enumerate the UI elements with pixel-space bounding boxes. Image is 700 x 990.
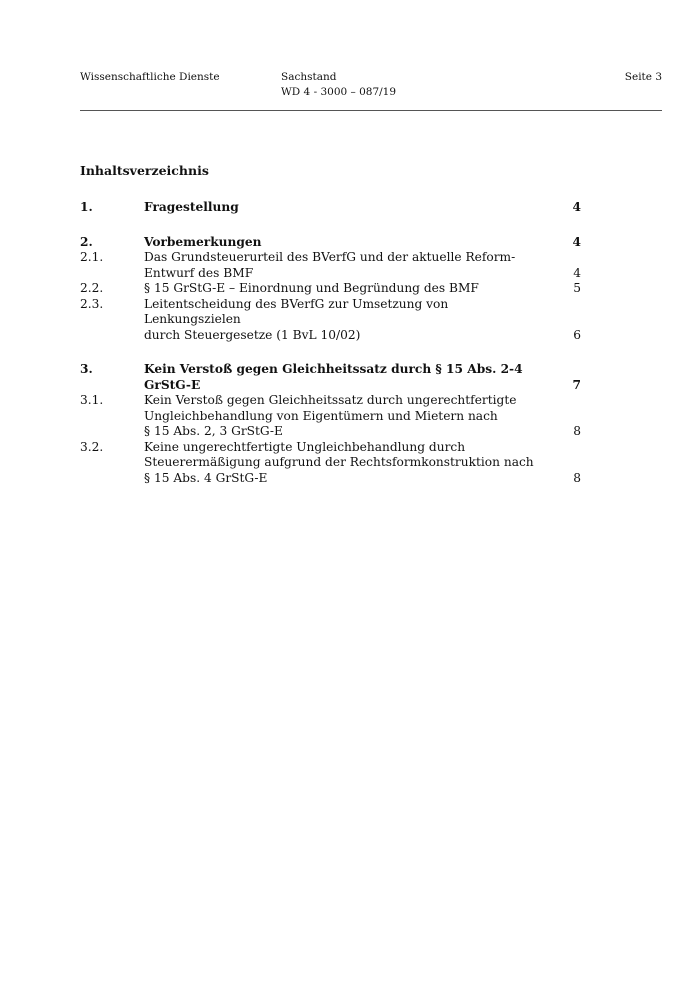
toc-entry-2-3[interactable] bbox=[80, 297, 581, 344]
toc-entry-page: 6 bbox=[573, 327, 581, 342]
table-of-contents bbox=[80, 200, 581, 486]
toc-title: Inhaltsverzeichnis bbox=[80, 163, 209, 178]
toc-entry-text bbox=[144, 235, 541, 251]
toc-entry-text bbox=[144, 200, 541, 216]
toc-entry-line: Ungleichbehandlung von Eigentümern und Mietern nach bbox=[144, 408, 498, 423]
toc-entry-line: § 15 Abs. 2, 3 GrStG-E bbox=[144, 424, 283, 438]
toc-entry-number: 2.1. bbox=[80, 250, 104, 264]
toc-entry-line: durch Steuergesetze (1 BvL 10/02) bbox=[144, 327, 361, 342]
toc-entry-line: Leitentscheidung des BVerfG zur Umsetzung von Lenkungszielen bbox=[144, 296, 449, 326]
toc-entry-number: 3. bbox=[80, 362, 93, 376]
toc-entry-page: 7 bbox=[572, 377, 581, 392]
toc-entry-line: Steuerermäßigung aufgrund der Rechtsformkonstruktion nach bbox=[144, 455, 534, 469]
toc-entry-3-1[interactable] bbox=[80, 393, 581, 440]
header-document-info bbox=[281, 70, 396, 100]
toc-entry-number: 3.1. bbox=[80, 393, 104, 407]
toc-entry-line: Keine ungerechtfertigte Ungleichbehandlung durch bbox=[144, 439, 466, 454]
toc-entry-3[interactable] bbox=[80, 362, 581, 393]
toc-entry-page: 8 bbox=[573, 424, 581, 438]
toc-entry-number: 2. bbox=[80, 234, 93, 249]
toc-entry-page: 8 bbox=[573, 470, 581, 485]
toc-entry-page: 4 bbox=[573, 265, 581, 280]
toc-entry-page: 5 bbox=[573, 281, 581, 295]
toc-entry-line: Kein Verstoß gegen Gleichheitssatz durch ungerechtfertigte bbox=[144, 393, 517, 407]
toc-entry-line: GrStG-E bbox=[144, 377, 201, 392]
toc-entry-line: Entwurf des BMF bbox=[144, 265, 254, 280]
toc-entry-text bbox=[144, 250, 541, 281]
toc-entry-1[interactable] bbox=[80, 200, 581, 216]
toc-entry-number: 1. bbox=[80, 200, 93, 214]
header-page-number: Seite 3 bbox=[624, 71, 662, 83]
toc-entry-2[interactable] bbox=[80, 235, 581, 251]
toc-entry-line: Fragestellung bbox=[144, 200, 239, 214]
toc-entry-line: § 15 GrStG-E – Einordnung und Begründung des BMF bbox=[144, 281, 479, 295]
toc-entry-text bbox=[144, 297, 541, 344]
toc-entry-text bbox=[144, 440, 541, 487]
page-header bbox=[80, 70, 662, 110]
toc-entry-page: 4 bbox=[572, 200, 581, 214]
toc-entry-2-1[interactable] bbox=[80, 250, 581, 281]
toc-entry-line: Vorbemerkungen bbox=[144, 234, 262, 249]
toc-entry-number: 3.2. bbox=[80, 439, 104, 454]
toc-entry-number: 2.3. bbox=[80, 296, 104, 311]
toc-entry-line: Kein Verstoß gegen Gleichheitssatz durch § 15 Abs. 2-4 bbox=[144, 362, 523, 376]
toc-entry-line: § 15 Abs. 4 GrStG-E bbox=[144, 470, 268, 485]
toc-entry-line: Das Grundsteuerurteil des BVerfG und der aktuelle Reform- bbox=[144, 250, 516, 264]
toc-entry-3-2[interactable] bbox=[80, 440, 581, 487]
toc-entry-2-2[interactable] bbox=[80, 281, 581, 297]
toc-entry-text bbox=[144, 393, 541, 440]
toc-entry-page: 4 bbox=[572, 234, 581, 249]
toc-entry-text bbox=[144, 281, 541, 297]
header-document-number: WD 4 - 3000 – 087/19 bbox=[281, 86, 397, 98]
header-document-type: Sachstand bbox=[281, 71, 337, 83]
toc-entry-number: 2.2. bbox=[80, 281, 104, 295]
toc-entry-text bbox=[144, 362, 541, 393]
header-divider bbox=[80, 110, 662, 111]
header-department: Wissenschaftliche Dienste bbox=[80, 71, 220, 83]
